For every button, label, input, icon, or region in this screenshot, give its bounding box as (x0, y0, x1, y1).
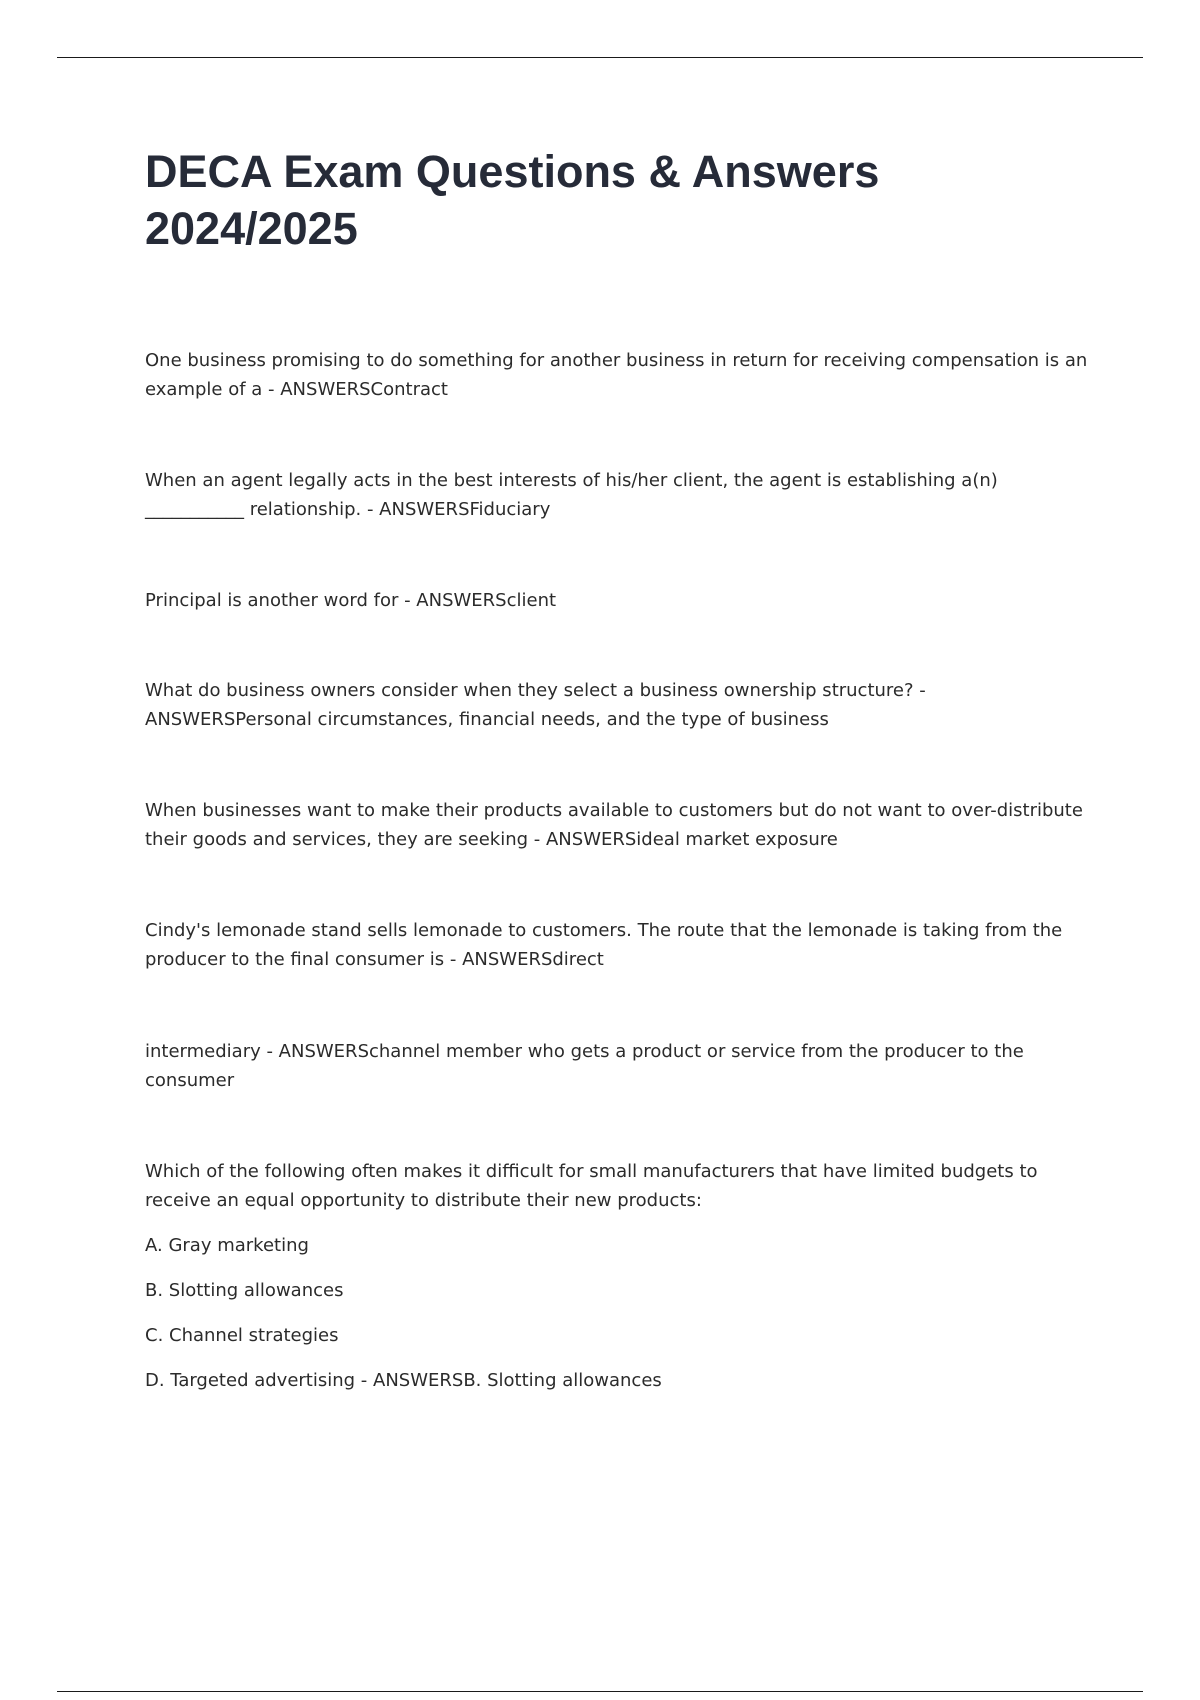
qa-text: When businesses want to make their products available to customers but do not want to over-distribute their goods and services, they are seeking - ANSWERSideal market exposure (145, 800, 1083, 850)
qa-item (145, 466, 1090, 524)
qa-text: One business promising to do something for another business in return for receiving compensation is an example of a - ANSWERSContract (145, 350, 1088, 400)
bottom-rule (57, 1691, 1143, 1692)
qa-text: intermediary - ANSWERSchannel member who gets a product or service from the producer to the consumer (145, 1041, 1024, 1091)
qa-item (145, 916, 1090, 974)
qa-item (145, 676, 1090, 734)
answer-option-a: A. Gray marketing (145, 1235, 309, 1256)
question-stem: Which of the following often makes it difficult for small manufacturers that have limited budgets to receive an equal opportunity to distribute their new products: (145, 1161, 1038, 1211)
qa-text: What do business owners consider when they select a business ownership structure? - ANSWERSPersonal circumstances, financial needs, and the type of business (145, 680, 926, 730)
qa-item (145, 586, 1090, 615)
document-title: DECA Exam Questions & Answers 2024/2025 (145, 146, 880, 254)
qa-text: Cindy's lemonade stand sells lemonade to customers. The route that the lemonade is taking from the producer to the final consumer is - ANSWERSdirect (145, 920, 1063, 970)
answer-option-b: B. Slotting allowances (145, 1280, 344, 1301)
multiple-choice-question (145, 1157, 1090, 1395)
answer-option-c: C. Channel strategies (145, 1325, 339, 1346)
qa-text: When an agent legally acts in the best interests of his/her client, the agent is establishing a(n) ___________ relationship. - ANSWERSFiduciary (145, 470, 998, 520)
top-rule (57, 57, 1143, 58)
qa-item (145, 796, 1090, 854)
answer-option-d: D. Targeted advertising - ANSWERSB. Slotting allowances (145, 1370, 662, 1391)
qa-text: Principal is another word for - ANSWERSclient (145, 590, 557, 611)
qa-item (145, 346, 1090, 404)
qa-item (145, 1037, 1090, 1095)
